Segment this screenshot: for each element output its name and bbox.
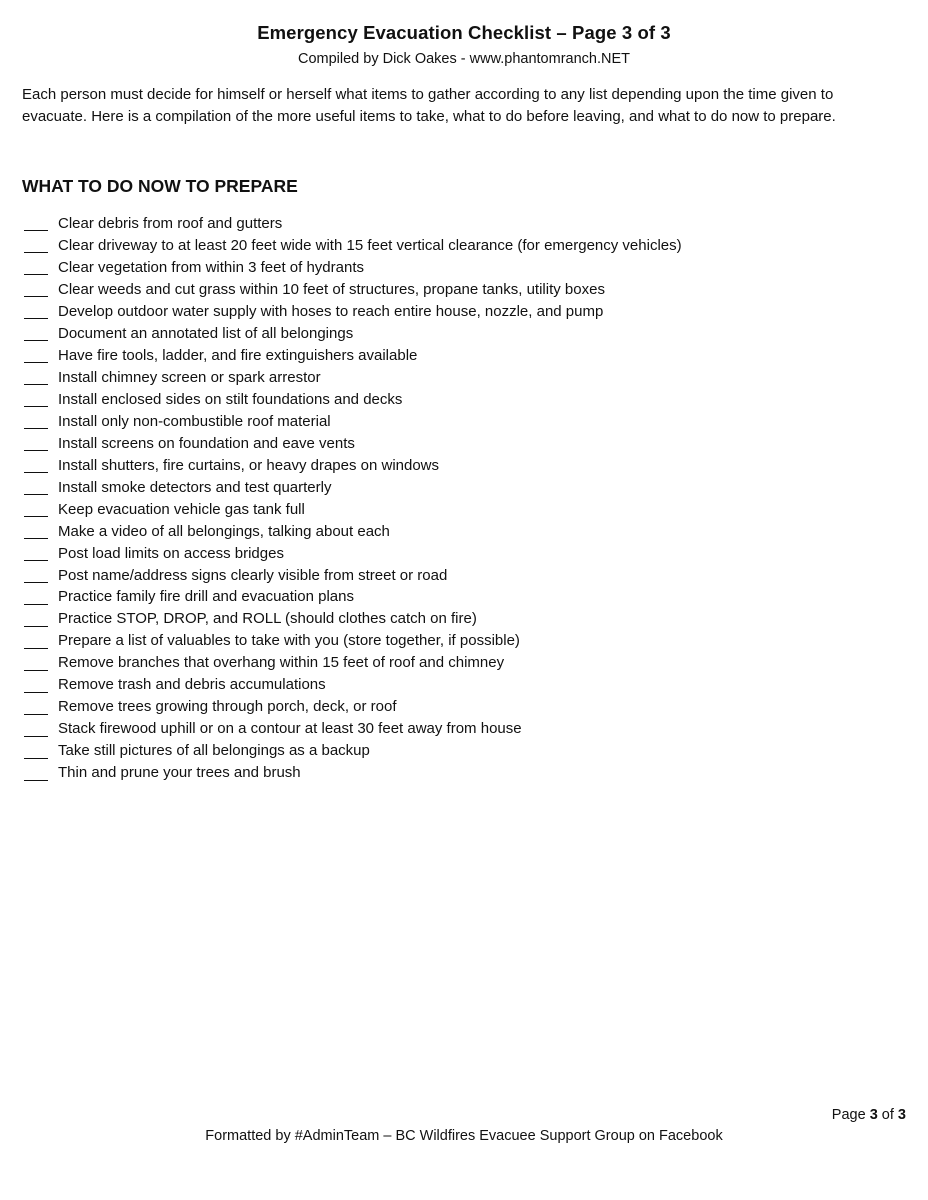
checkbox-blank-line [24, 340, 48, 341]
checkbox-blank-line [24, 472, 48, 473]
checkbox-blank-line [24, 538, 48, 539]
checklist-item [24, 455, 682, 477]
checkbox-blank-line [24, 406, 48, 407]
checklist-item [24, 762, 682, 784]
checklist-item [24, 213, 682, 235]
checklist-item [24, 674, 682, 696]
checkbox-blank-line [24, 692, 48, 693]
checklist-item-label: Practice family fire drill and evacuation plans [58, 588, 354, 606]
page-number [832, 1107, 906, 1123]
checklist-item [24, 433, 682, 455]
checkbox-blank-line [24, 582, 48, 583]
page-number-separator: of [881, 1107, 894, 1123]
checklist-item [24, 411, 682, 433]
checklist-item [24, 630, 682, 652]
checklist-item-label: Develop outdoor water supply with hoses to reach entire house, nozzle, and pump [58, 302, 604, 320]
checklist [24, 213, 682, 784]
checklist-item [24, 389, 682, 411]
checklist-item-label: Remove trees growing through porch, deck, or roof [58, 698, 397, 716]
checklist-item-label: Post load limits on access bridges [58, 544, 284, 562]
checklist-item [24, 740, 682, 762]
checklist-item-label: Clear vegetation from within 3 feet of hydrants [58, 258, 364, 276]
checkbox-blank-line [24, 626, 48, 627]
checklist-item-label: Have fire tools, ladder, and fire extinguishers available [58, 346, 418, 364]
checklist-item [24, 323, 682, 345]
checklist-item [24, 608, 682, 630]
page-title: Emergency Evacuation Checklist – Page 3 of 3 [257, 22, 671, 43]
checklist-item-label: Post name/address signs clearly visible from street or road [58, 566, 448, 584]
checklist-item [24, 521, 682, 543]
checklist-item-label: Thin and prune your trees and brush [58, 764, 301, 782]
checklist-item-label: Make a video of all belongings, talking about each [58, 522, 390, 540]
checkbox-blank-line [24, 516, 48, 517]
checklist-item-label: Install only non-combustible roof material [58, 412, 331, 430]
checklist-item [24, 301, 682, 323]
checklist-item [24, 696, 682, 718]
checkbox-blank-line [24, 274, 48, 275]
checklist-item-label: Install smoke detectors and test quarterly [58, 478, 332, 496]
checklist-item-label: Prepare a list of valuables to take with you (store together, if possible) [58, 632, 520, 650]
checkbox-blank-line [24, 648, 48, 649]
page-number-current: 3 [869, 1107, 878, 1123]
checkbox-blank-line [24, 450, 48, 451]
checklist-item-label: Clear weeds and cut grass within 10 feet of structures, propane tanks, utility boxes [58, 280, 605, 298]
checklist-item-label: Document an annotated list of all belongings [58, 324, 354, 342]
checklist-item-label: Remove trash and debris accumulations [58, 676, 326, 694]
checkbox-blank-line [24, 714, 48, 715]
checklist-item-label: Install screens on foundation and eave vents [58, 434, 355, 452]
checkbox-blank-line [24, 296, 48, 297]
page-number-prefix: Page [831, 1107, 866, 1123]
checkbox-blank-line [24, 230, 48, 231]
checklist-item [24, 257, 682, 279]
page-number-total: 3 [897, 1107, 906, 1123]
checklist-item [24, 235, 682, 257]
checklist-item-label: Remove branches that overhang within 15 feet of roof and chimney [58, 654, 505, 672]
checklist-item-label: Practice STOP, DROP, and ROLL (should clothes catch on fire) [58, 610, 477, 628]
checkbox-blank-line [24, 362, 48, 363]
checklist-item-label: Install enclosed sides on stilt foundations and decks [58, 390, 403, 408]
checklist-item-label: Clear debris from roof and gutters [58, 215, 283, 232]
checkbox-blank-line [24, 384, 48, 385]
checkbox-blank-line [24, 318, 48, 319]
checkbox-blank-line [24, 604, 48, 605]
checklist-item-label: Keep evacuation vehicle gas tank full [58, 500, 305, 518]
checkbox-blank-line [24, 428, 48, 429]
checklist-item [24, 477, 682, 499]
checklist-item [24, 543, 682, 565]
checklist-item-label: Take still pictures of all belongings as a backup [58, 742, 370, 760]
checkbox-blank-line [24, 670, 48, 671]
checklist-item-label: Stack firewood uphill or on a contour at least 30 feet away from house [58, 720, 522, 738]
checklist-item [24, 367, 682, 389]
section-heading: WHAT TO DO NOW TO PREPARE [22, 176, 298, 196]
page-subtitle: Compiled by Dick Oakes - www.phantomranch.NET [297, 51, 630, 67]
intro-paragraph: Each person must decide for himself or herself what items to gather according to any list depending upon the time given to evacuate. Here is a compilation of the more useful items to take, what to do before leaving, and what to do now to prepare. [22, 86, 836, 125]
checklist-item [24, 345, 682, 367]
checklist-item [24, 718, 682, 740]
checklist-item-label: Install shutters, fire curtains, or heavy drapes on windows [58, 456, 440, 474]
checklist-item [24, 586, 682, 608]
checkbox-blank-line [24, 780, 48, 781]
footer-credit: Formatted by #AdminTeam – BC Wildfires Evacuee Support Group on Facebook [205, 1128, 723, 1144]
checklist-item [24, 565, 682, 587]
checklist-item-label: Install chimney screen or spark arrestor [58, 368, 321, 386]
checkbox-blank-line [24, 736, 48, 737]
checkbox-blank-line [24, 758, 48, 759]
checklist-item [24, 499, 682, 521]
checklist-item-label: Clear driveway to at least 20 feet wide with 15 feet vertical clearance (for emergency vehicles) [58, 236, 682, 254]
checklist-item [24, 279, 682, 301]
checklist-item [24, 652, 682, 674]
checkbox-blank-line [24, 252, 48, 253]
checkbox-blank-line [24, 560, 48, 561]
checkbox-blank-line [24, 494, 48, 495]
